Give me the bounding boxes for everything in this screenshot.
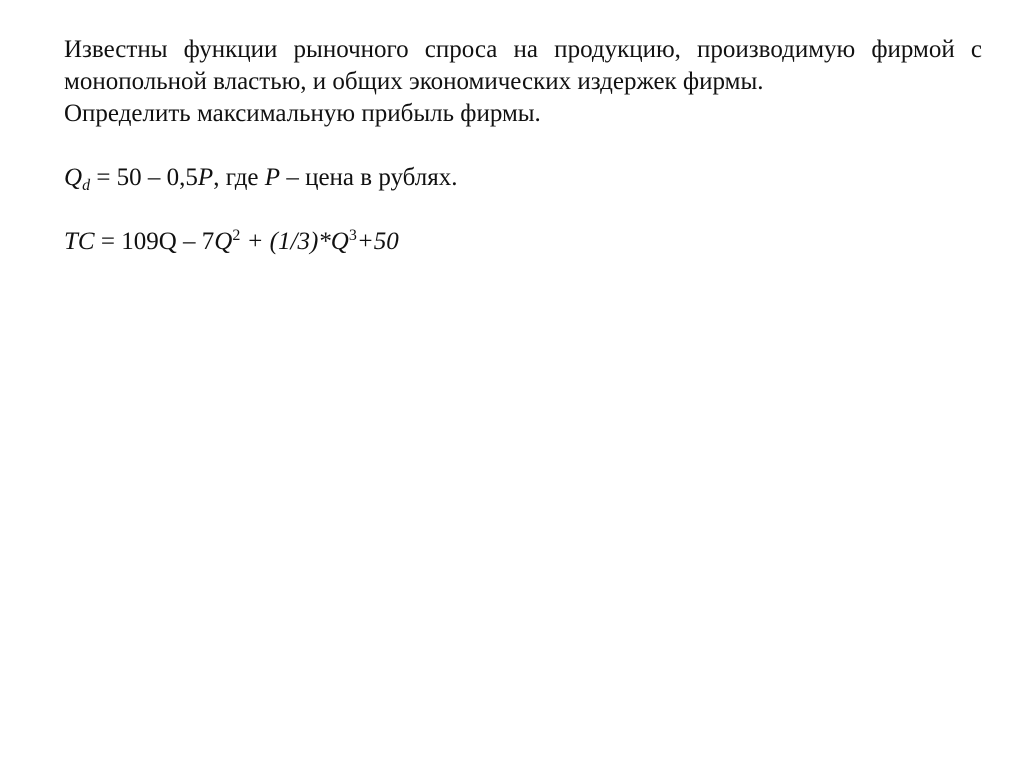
cost-q3-exponent: 3 bbox=[348, 227, 357, 244]
demand-eq-part1: = 50 – 0,5 bbox=[90, 164, 198, 191]
cost-eq-part1: = 109Q – 7 bbox=[94, 228, 215, 255]
cost-var: TC bbox=[64, 228, 95, 255]
problem-text-block bbox=[64, 34, 982, 258]
demand-eq-part2: , где bbox=[213, 164, 265, 191]
cost-eq-part3: +50 bbox=[356, 228, 399, 255]
demand-eq-part3: – цена в рублях. bbox=[280, 164, 458, 191]
cost-q3-var: Q bbox=[330, 228, 349, 255]
demand-var: Q bbox=[64, 164, 83, 191]
cost-q2-var: Q bbox=[214, 228, 233, 255]
demand-price-var-2: P bbox=[264, 164, 281, 191]
problem-statement: Известны функции рыночного спроса на продукцию, производимую фирмой с монопольной властью, и общих экономических издержек фирмы. bbox=[64, 36, 982, 95]
cost-q2-exponent: 2 bbox=[232, 227, 241, 244]
problem-task: Определить максимальную прибыль фирмы. bbox=[64, 100, 541, 127]
cost-eq-part2: + (1/3)* bbox=[240, 228, 331, 255]
cost-formula bbox=[64, 226, 982, 258]
demand-subscript: d bbox=[82, 177, 91, 194]
demand-price-var: P bbox=[197, 164, 214, 191]
demand-formula bbox=[64, 162, 982, 194]
